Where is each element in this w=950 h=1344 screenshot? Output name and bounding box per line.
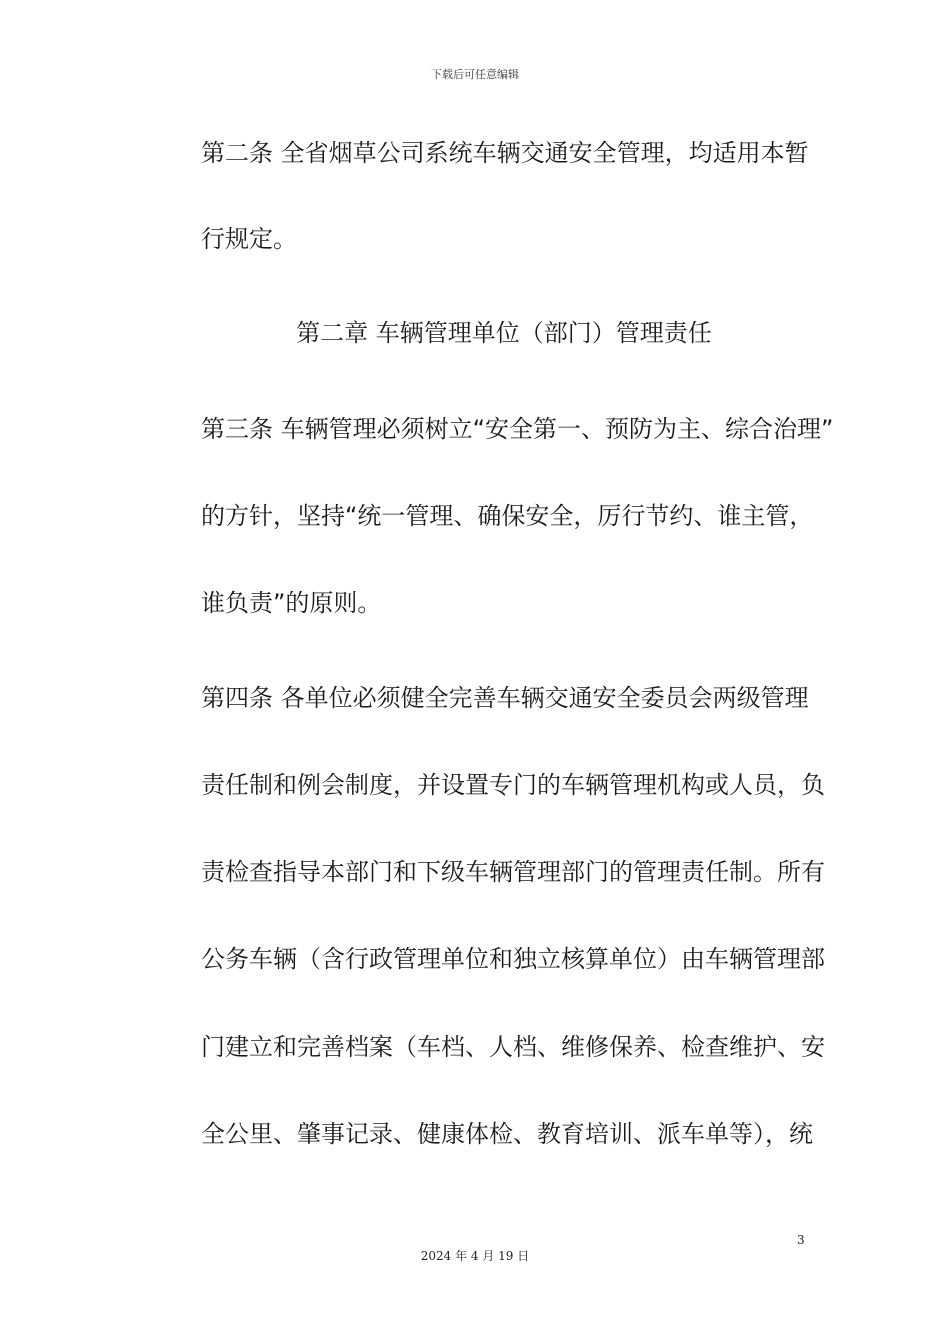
- page-number: 3: [797, 1233, 805, 1247]
- article-4-line-3: 责检查指导本部门和下级车辆管理部门的管理责任制。所有: [201, 858, 825, 886]
- chapter-heading: 第二章 车辆管理单位（部门）管理责任: [296, 319, 712, 347]
- page-footer-date: 2024 年 4 月 19 日: [420, 1249, 530, 1263]
- article-4-line-6: 全公里、肇事记录、健康体检、教育培训、派车单等），统: [201, 1120, 813, 1148]
- page-header: 下载后可任意编辑: [431, 68, 519, 81]
- article-2-line-1: 第二条 全省烟草公司系统车辆交通安全管理，均适用本暂: [201, 139, 809, 167]
- article-4-line-5: 门建立和完善档案（车档、人档、维修保养、检查维护、安: [201, 1033, 825, 1061]
- article-3-line-3: 谁负责”的原则。: [201, 589, 382, 617]
- article-4-line-1: 第四条 各单位必须健全完善车辆交通安全委员会两级管理: [201, 684, 809, 712]
- article-2-line-2: 行规定。: [201, 225, 297, 253]
- article-4-line-4: 公务车辆（含行政管理单位和独立核算单位）由车辆管理部: [201, 945, 825, 973]
- article-3-line-1: 第三条 车辆管理必须树立“安全第一、预防为主、综合治理”: [201, 415, 834, 443]
- article-3-line-2: 的方针，坚持“统一管理、确保安全，厉行节约、谁主管，: [201, 502, 814, 530]
- article-4-line-2: 责任制和例会制度，并设置专门的车辆管理机构或人员，负: [201, 771, 825, 799]
